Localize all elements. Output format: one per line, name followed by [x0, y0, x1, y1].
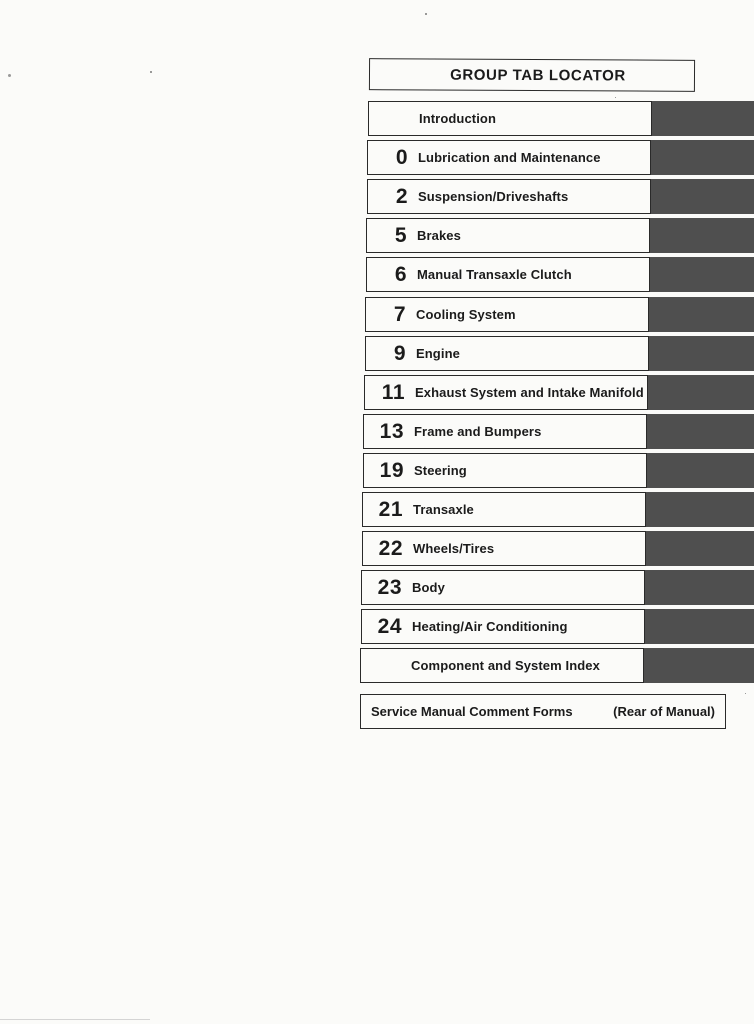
tab-box[interactable]	[365, 336, 649, 371]
tab-box[interactable]	[363, 414, 647, 449]
tab-marker	[650, 101, 754, 136]
tab-label: Wheels/Tires	[413, 541, 495, 556]
tab-row[interactable]	[367, 179, 754, 214]
tab-marker	[644, 531, 754, 566]
tab-number: 24	[377, 614, 402, 638]
tab-label: Manual Transaxle Clutch	[417, 267, 572, 282]
tab-marker	[644, 492, 754, 527]
comment-forms-label: Service Manual Comment Forms	[371, 704, 573, 719]
tab-label: Suspension/Driveshafts	[418, 189, 569, 204]
tab-number: 2	[395, 184, 408, 208]
tab-marker	[642, 648, 754, 683]
tab-number: 13	[379, 419, 404, 443]
tab-row[interactable]	[361, 609, 754, 644]
tab-marker	[647, 297, 754, 332]
tab-row[interactable]	[362, 492, 754, 527]
tab-label: Heating/Air Conditioning	[412, 619, 568, 634]
tab-marker	[647, 336, 754, 371]
tab-row[interactable]	[368, 101, 754, 136]
tab-box[interactable]	[365, 297, 649, 332]
tab-row[interactable]	[365, 297, 754, 332]
group-tab-locator-header	[369, 58, 695, 92]
tab-row[interactable]	[362, 531, 754, 566]
tab-box[interactable]	[360, 648, 644, 683]
tab-number: 23	[377, 575, 402, 599]
tab-number: 0	[395, 145, 408, 169]
tab-marker	[648, 257, 754, 292]
scan-speck	[425, 13, 427, 15]
comment-forms-note: (Rear of Manual)	[613, 704, 715, 719]
tab-box[interactable]	[364, 375, 648, 410]
tab-row[interactable]	[366, 257, 754, 292]
tab-box[interactable]	[367, 179, 651, 214]
tab-row[interactable]	[364, 375, 754, 410]
tab-row[interactable]	[367, 140, 754, 175]
tab-box[interactable]	[362, 492, 646, 527]
tab-row[interactable]	[365, 336, 754, 371]
tab-label: Transaxle	[413, 502, 474, 517]
tab-box[interactable]	[366, 218, 650, 253]
tab-box[interactable]	[366, 257, 650, 292]
scan-speck	[8, 74, 11, 77]
tab-row[interactable]	[363, 414, 754, 449]
tab-label: Cooling System	[416, 307, 516, 322]
tab-box[interactable]	[367, 140, 651, 175]
tab-label: Introduction	[419, 111, 497, 126]
tab-label: Body	[412, 580, 445, 595]
tab-number: 19	[379, 458, 404, 482]
tab-number: 9	[393, 341, 406, 365]
tab-label: Exhaust System and Intake Manifold	[415, 385, 644, 400]
tab-label: Engine	[416, 346, 460, 361]
tab-number: 21	[378, 497, 403, 521]
tab-label: Frame and Bumpers	[414, 424, 542, 439]
page-title: GROUP TAB LOCATOR	[450, 66, 626, 84]
tab-marker	[646, 375, 754, 410]
tab-marker	[643, 570, 754, 605]
tab-label: Component and System Index	[411, 658, 600, 673]
tab-marker	[643, 609, 754, 644]
tab-box[interactable]	[362, 531, 646, 566]
tab-row[interactable]	[361, 570, 754, 605]
tab-number: 5	[394, 223, 407, 247]
scan-speck	[745, 693, 746, 694]
tab-number: 7	[393, 302, 406, 326]
tab-marker	[649, 179, 754, 214]
tab-label: Lubrication and Maintenance	[418, 150, 601, 165]
tab-row[interactable]	[366, 218, 754, 253]
tab-marker	[648, 218, 754, 253]
scan-speck	[615, 97, 616, 98]
tab-number: 11	[381, 380, 405, 404]
comment-forms-box[interactable]	[360, 694, 726, 729]
tab-number: 22	[378, 536, 403, 560]
scan-edge-line	[0, 1019, 150, 1020]
tab-box[interactable]	[361, 609, 645, 644]
tab-marker	[649, 140, 754, 175]
tab-label: Brakes	[417, 228, 461, 243]
scan-speck	[150, 71, 152, 73]
tab-marker	[645, 414, 754, 449]
tab-box[interactable]	[368, 101, 652, 136]
tab-box[interactable]	[361, 570, 645, 605]
tab-row[interactable]	[363, 453, 754, 488]
tab-label: Steering	[414, 463, 467, 478]
tab-box[interactable]	[363, 453, 647, 488]
tab-row[interactable]	[360, 648, 754, 683]
tab-marker	[645, 453, 754, 488]
tab-number: 6	[394, 262, 407, 286]
